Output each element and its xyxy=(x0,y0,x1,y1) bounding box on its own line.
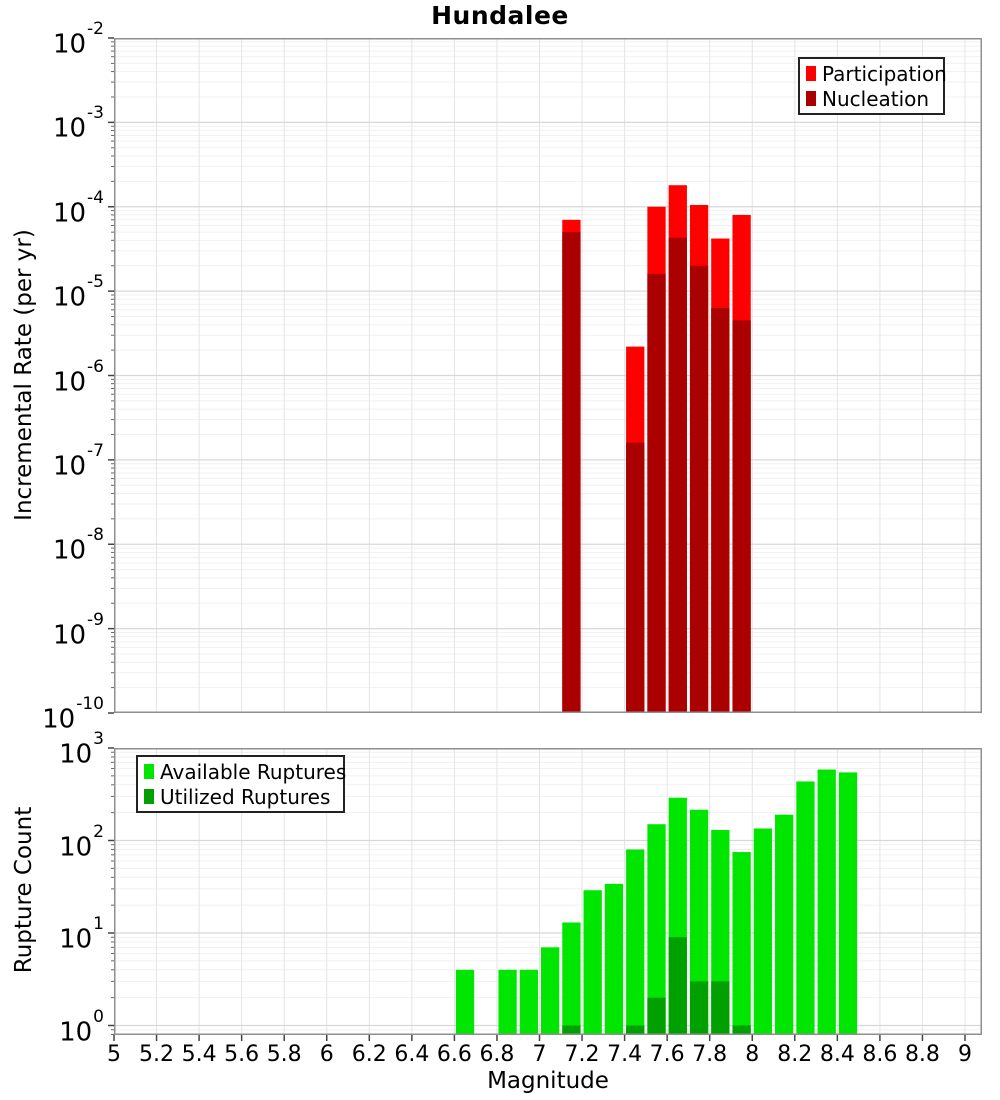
y-tick-label: $10^{-6}$ xyxy=(52,356,104,398)
bar-utilized-ruptures xyxy=(647,998,665,1035)
bar-available-ruptures xyxy=(541,947,559,1035)
x-tick-label: 5.4 xyxy=(181,1042,217,1067)
x-tick-label: 8.8 xyxy=(904,1042,940,1067)
legend-label-utilized-ruptures: Utilized Ruptures xyxy=(160,784,331,809)
x-tick-label: 8 xyxy=(745,1042,760,1067)
y-tick-label: $10^{-3}$ xyxy=(52,103,104,145)
y-tick-label: $10^{-5}$ xyxy=(52,272,104,313)
x-tick-label: 9 xyxy=(958,1042,972,1067)
bar-available-ruptures xyxy=(732,852,750,1035)
legend-item-participation xyxy=(806,61,947,86)
x-tick-label: 7.6 xyxy=(649,1042,685,1067)
bar-utilized-ruptures xyxy=(669,937,687,1035)
legend-label-available-ruptures: Available Ruptures xyxy=(160,759,347,784)
bar-available-ruptures xyxy=(626,849,644,1035)
axis-ticks xyxy=(108,38,114,713)
bar-nucleation xyxy=(562,232,580,713)
y-tick-label: $10^{-10}$ xyxy=(42,694,104,735)
x-tick-label: 6.2 xyxy=(351,1042,387,1067)
y-tick-label: $10^1$ xyxy=(59,914,104,955)
bar-available-ruptures xyxy=(796,781,814,1035)
x-tick-label: 6 xyxy=(319,1042,334,1067)
gridlines xyxy=(114,38,982,713)
x-tick-label: 5.2 xyxy=(139,1042,175,1067)
y-tick-label: $10^{-7}$ xyxy=(52,440,104,482)
legend-item-nucleation xyxy=(806,86,937,111)
bar-available-ruptures xyxy=(818,770,836,1035)
legend-bottom xyxy=(136,755,345,813)
bar-available-ruptures xyxy=(584,890,602,1035)
bar-nucleation xyxy=(690,266,708,713)
chart-title: Hundalee xyxy=(431,1,569,30)
utilized-ruptures-swatch xyxy=(144,789,154,804)
legend-label-participation: Participation xyxy=(822,61,947,86)
x-tick-label: 5.8 xyxy=(266,1042,302,1067)
x-tick-label: 8.2 xyxy=(777,1042,813,1067)
bar-available-ruptures xyxy=(775,815,793,1035)
top-plot-area xyxy=(114,38,982,713)
bar-nucleation xyxy=(669,238,687,713)
bars xyxy=(562,185,750,713)
x-tick-label: 7.8 xyxy=(692,1042,728,1067)
y-tick-label: $10^{-9}$ xyxy=(52,609,104,651)
bottom-y-axis-label: Rupture Count xyxy=(11,806,37,974)
nucleation-swatch xyxy=(806,91,816,106)
y-tick-label: $10^2$ xyxy=(59,821,104,863)
bar-available-ruptures xyxy=(498,970,516,1035)
bar-utilized-ruptures xyxy=(711,981,729,1035)
bar-available-ruptures xyxy=(605,884,623,1035)
x-tick-label: 6.4 xyxy=(394,1042,430,1067)
bar-available-ruptures xyxy=(839,772,857,1035)
x-tick-label: 8.6 xyxy=(862,1042,898,1067)
x-tick-label: 6.8 xyxy=(479,1042,515,1067)
top-y-axis-label: Incremental Rate (per yr) xyxy=(11,229,37,521)
bar-available-ruptures xyxy=(562,922,580,1035)
legend-item-available-ruptures xyxy=(144,759,347,784)
x-tick-label: 5 xyxy=(107,1042,121,1067)
y-tick-label: $10^{-2}$ xyxy=(52,19,104,60)
x-tick-label: 5.6 xyxy=(224,1042,260,1067)
x-tick-label: 8.4 xyxy=(819,1042,855,1067)
bar-nucleation xyxy=(647,274,665,713)
bar-nucleation xyxy=(711,308,729,713)
bars xyxy=(456,770,857,1035)
participation-swatch xyxy=(806,66,816,81)
bar-available-ruptures xyxy=(754,828,772,1035)
available-ruptures-swatch xyxy=(144,764,154,779)
legend-label-nucleation: Nucleation xyxy=(822,86,930,111)
bar-nucleation xyxy=(732,320,750,713)
y-tick-label: $10^0$ xyxy=(59,1006,104,1048)
y-tick-label: $10^{-8}$ xyxy=(52,525,104,566)
x-tick-label: 7.2 xyxy=(564,1042,600,1067)
bar-nucleation xyxy=(626,443,644,713)
x-tick-label: 6.6 xyxy=(436,1042,472,1067)
x-tick-label: 7 xyxy=(532,1042,547,1067)
legend-item-utilized-ruptures xyxy=(144,784,337,809)
bar-utilized-ruptures xyxy=(690,981,708,1035)
bar-available-ruptures xyxy=(456,970,474,1035)
bar-available-ruptures xyxy=(520,970,538,1035)
legend-top xyxy=(798,57,945,115)
y-tick-label: $10^{-4}$ xyxy=(52,187,104,229)
y-tick-label: $10^3$ xyxy=(59,729,104,770)
x-tick-label: 7.4 xyxy=(607,1042,643,1067)
x-axis-label: Magnitude xyxy=(487,1068,609,1094)
